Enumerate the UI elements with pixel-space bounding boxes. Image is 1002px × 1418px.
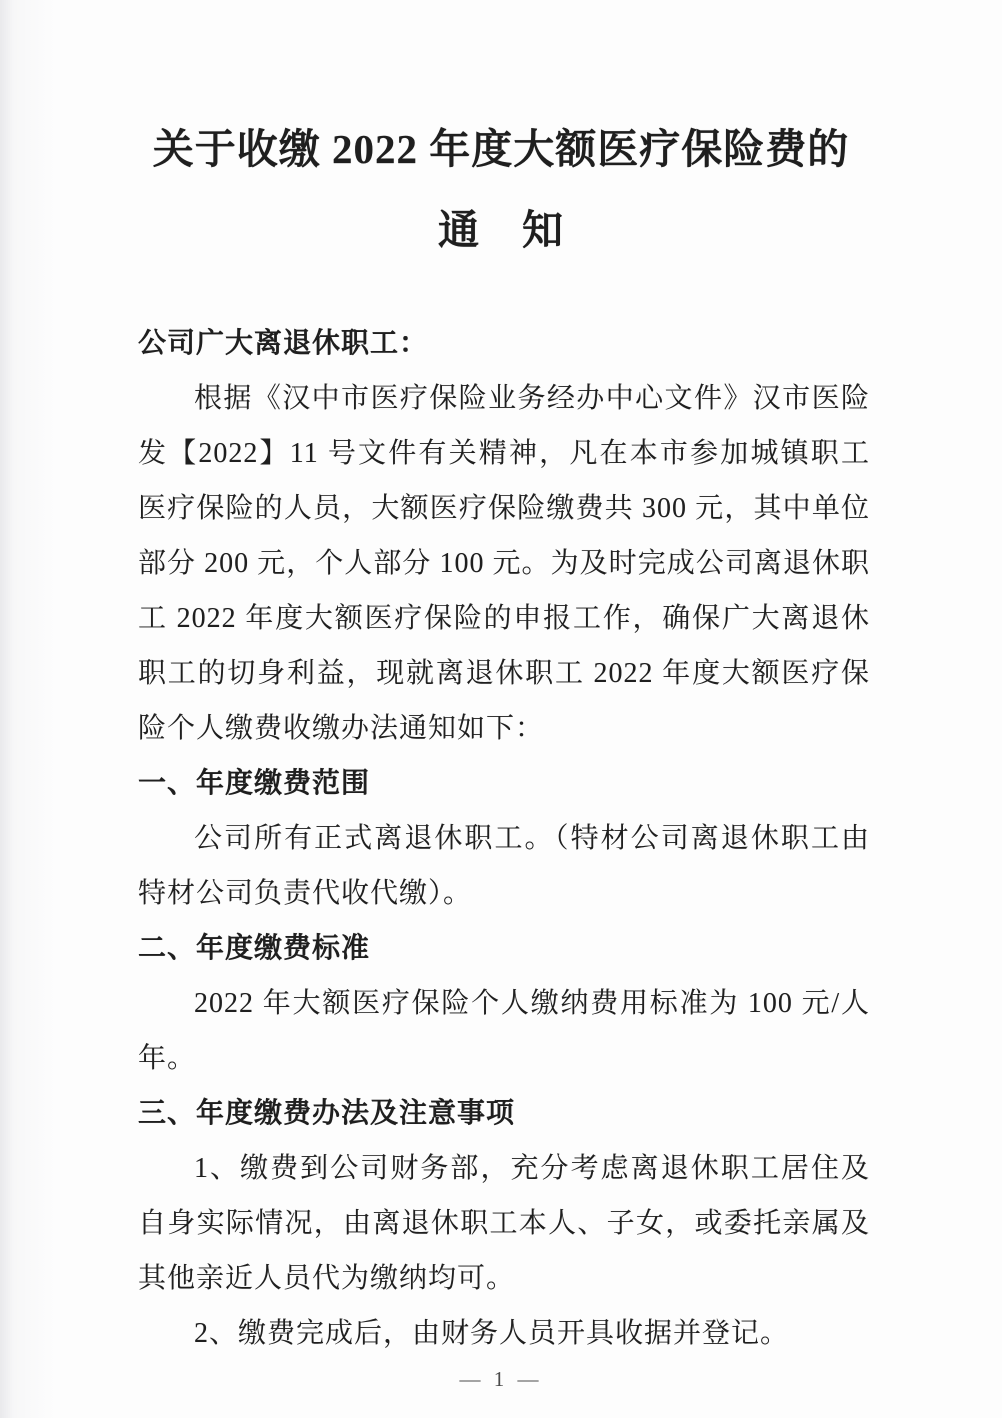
document-body — [0, 316, 1002, 1361]
paragraph-item-1: 1、缴费到公司财务部，充分考虑离退休职工居住及自身实际情况，由离退休职工本人、子女，或委托亲属及其他亲近人员代为缴纳均可。 — [138, 1153, 870, 1295]
paragraph-item-2: 2、缴费完成后，由财务人员开具收据并登记。 — [194, 1318, 790, 1350]
salutation: 公司广大离退休职工： — [138, 328, 429, 360]
page-number: — 1 — — [459, 1367, 543, 1391]
section-heading-2: 二、年度缴费标准 — [138, 933, 371, 965]
document-title-line-1: 关于收缴 2022 年度大额医疗保险费的 — [152, 126, 850, 172]
section-heading-3: 三、年度缴费办法及注意事项 — [138, 1098, 516, 1130]
paragraph-section-2: 2022 年大额医疗保险个人缴纳费用标准为 100 元/人年。 — [138, 988, 870, 1075]
paragraph-section-1: 公司所有正式离退休职工。（特材公司离退休职工由特材公司负责代收代缴）。 — [138, 823, 870, 910]
section-heading-1: 一、年度缴费范围 — [138, 768, 371, 800]
paragraph-intro: 根据《汉中市医疗保险业务经办中心文件》汉市医险发【2022】11 号文件有关精神，凡在本市参加城镇职工医疗保险的人员，大额医疗保险缴费共 300 元，其中单位部分 200 元，个人部分 100 元。为及时完成公司离退休职工 2022 年度大额医疗保险的申报工作，确保广大离退休职工的切身利益，现就离退休职工 2022 年度大额医疗保险个人缴费收缴办法通知如下： — [138, 383, 870, 745]
document-title-line-2: 通 知 — [438, 207, 564, 254]
